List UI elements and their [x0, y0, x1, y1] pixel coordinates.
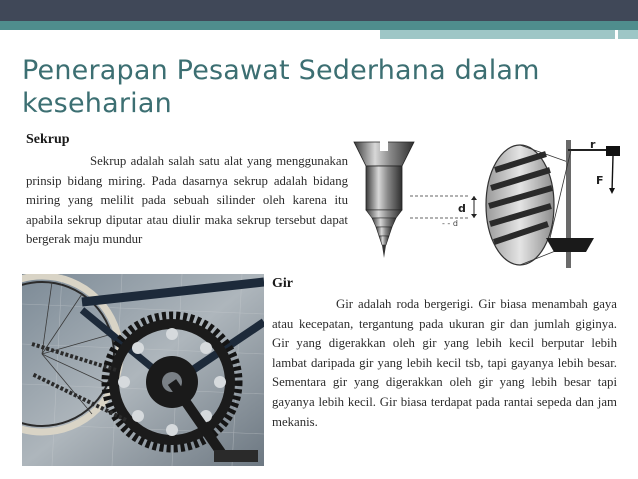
screw-diagram	[350, 130, 634, 270]
screw-icon	[354, 141, 414, 258]
top-stripe	[0, 21, 638, 30]
slide-title: Penerapan Pesawat Sederhana dalam keseharian	[22, 55, 540, 119]
sekrup-paragraph: Sekrup adalah salah satu alat yang menggunakan prinsip bidang miring. Pada dasarnya sekrup adalah bidang miring yang melilit pada sebuah silinder oleh karena itu apabila sekrup diputar atau diulir maka sekrup tersebut dapat bergerak maju mundur	[26, 154, 348, 247]
bicycle-gear-photo	[22, 274, 264, 466]
label-d: d	[458, 202, 466, 215]
label-r: r	[590, 138, 596, 151]
svg-text:- - d: - - d	[442, 219, 458, 228]
accent-stripe	[380, 30, 615, 39]
gir-heading: Gir	[272, 276, 293, 291]
accent-stripe-small	[618, 30, 638, 39]
lever-icon	[546, 140, 620, 268]
label-F: F	[596, 174, 604, 187]
sekrup-heading: Sekrup	[26, 132, 70, 147]
top-bar	[0, 0, 638, 21]
gir-paragraph: Gir adalah roda bergerigi. Gir biasa menambah gaya atau kecepatan, tergantung pada ukuran gir dan jumlah giginya. Gir yang digerakkan oleh gir yang lebih kecil berputar lebih lambat daripada gir yang lebih kecil tsb, tapi gayanya lebih besar. Sementara gir yang digerakkan oleh gir yang lebih besar tapi gayanya lebih kecil. Gir biasa terdapat pada rantai sepeda dan jam mekanis.	[272, 297, 617, 429]
